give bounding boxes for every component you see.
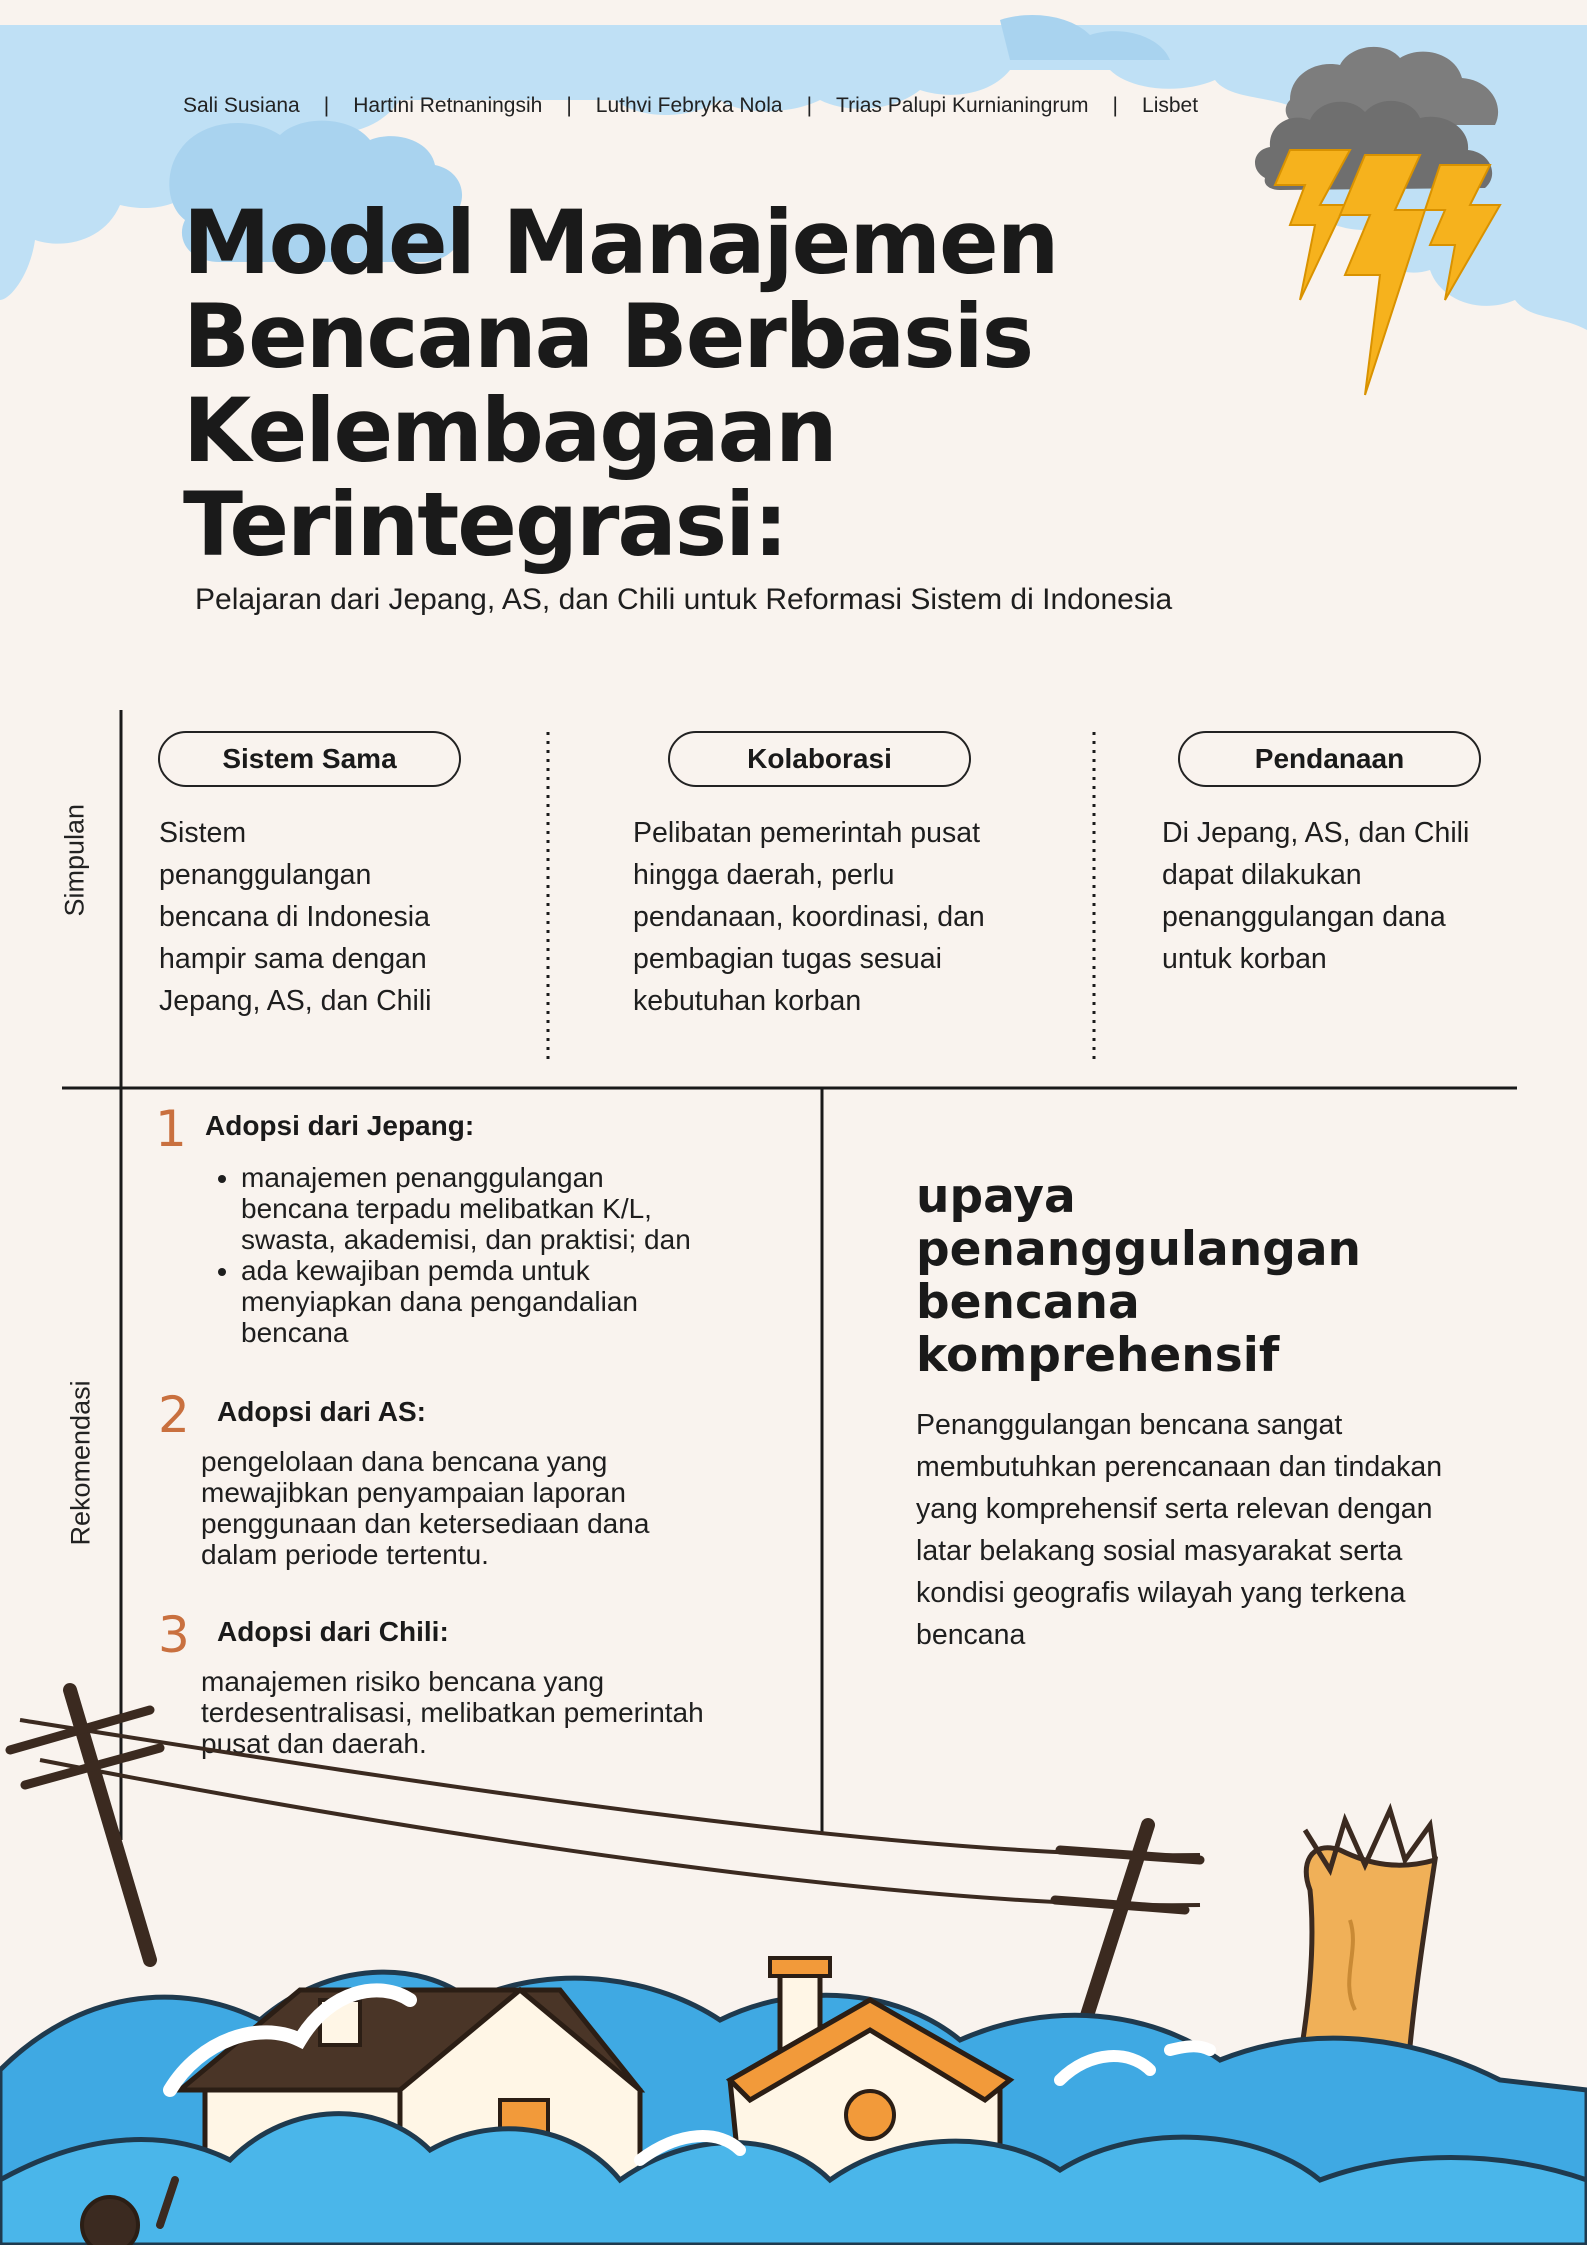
text-line: dalam periode tertentu. — [201, 1539, 489, 1570]
simpulan-text-kolaborasi — [633, 812, 1073, 1022]
text-line: bencana — [916, 1619, 1026, 1651]
simpulan-heading-kolaborasi: Kolaborasi — [668, 731, 971, 787]
page-subtitle: Pelajaran dari Jepang, AS, dan Chili untuk Reformasi Sistem di Indonesia — [195, 583, 1173, 616]
text-line: swasta, akademisi, dan praktisi; dan — [241, 1224, 691, 1255]
recommendation-heading: Adopsi dari Chili: — [217, 1616, 449, 1647]
text-line: bencana — [241, 1317, 349, 1348]
text-line: bencana di Indonesia — [159, 901, 430, 933]
heading-line: upaya — [916, 1169, 1076, 1224]
title-line: Terintegrasi: — [183, 473, 787, 576]
text-line: pembagian tugas sesuai — [633, 943, 942, 975]
section-label-simpulan: Simpulan — [59, 803, 90, 917]
text-line: pusat dan daerah. — [201, 1728, 427, 1759]
text-line: dapat dilakukan — [1162, 859, 1362, 891]
title-line: Bencana Berbasis — [183, 285, 1033, 388]
recommendation-number: 3 — [158, 1606, 190, 1664]
text-line: penanggulangan — [159, 859, 372, 891]
text-line: Di Jepang, AS, dan Chili — [1162, 817, 1470, 849]
heading-line: komprehensif — [916, 1328, 1280, 1383]
text-line: • manajemen penanggulangan — [241, 1162, 604, 1193]
text-line: mewajibkan penyampaian laporan — [201, 1477, 626, 1508]
recommendation-text — [201, 1446, 801, 1570]
author-separator: | — [323, 94, 330, 117]
list-item — [241, 1255, 841, 1348]
upaya-text — [916, 1404, 1516, 1656]
text-line: hingga daerah, perlu — [633, 859, 895, 891]
simpulan-text-pendanaan — [1162, 812, 1562, 980]
title-line: Model Manajemen — [183, 191, 1058, 294]
heading-line: penanggulangan — [916, 1222, 1362, 1277]
text-line: pendanaan, koordinasi, dan — [633, 901, 985, 933]
recommendation-number: 2 — [158, 1386, 190, 1444]
flood-illustration — [0, 1660, 1587, 2245]
utility-pole-icon — [10, 1690, 160, 1960]
text-line: latar belakang sosial masyarakat serta — [916, 1535, 1403, 1567]
list-item — [241, 1162, 841, 1255]
text-line: membutuhkan perencanaan dan tindakan — [916, 1451, 1443, 1483]
author-name: Sali Susiana — [183, 94, 300, 117]
simpulan-heading-pendanaan: Pendanaan — [1178, 731, 1481, 787]
text-line: manajemen risiko bencana yang — [201, 1666, 605, 1697]
recommendation-heading: Adopsi dari Jepang: — [205, 1110, 475, 1141]
text-line: pengelolaan dana bencana yang — [201, 1446, 608, 1477]
author-name: Lisbet — [1142, 94, 1199, 117]
text-line: kondisi geografis wilayah yang terkena — [916, 1577, 1406, 1609]
text-line: yang komprehensif serta relevan dengan — [916, 1493, 1433, 1525]
text-line: bencana terpadu melibatkan K/L, — [241, 1193, 652, 1224]
text-line: Sistem — [159, 817, 247, 849]
text-line: menyiapkan dana pengandalian — [241, 1286, 638, 1317]
author-separator: | — [806, 94, 813, 117]
author-name: Trias Palupi Kurnianingrum — [836, 94, 1089, 117]
text-line: hampir sama dengan — [159, 943, 427, 975]
text-line: Penanggulangan bencana sangat — [916, 1409, 1343, 1441]
text-line: terdesentralisasi, melibatkan pemerintah — [201, 1697, 704, 1728]
upaya-heading — [916, 1170, 1516, 1382]
text-line: penggunaan dan ketersediaan dana — [201, 1508, 650, 1539]
recommendation-bullet-list — [207, 1162, 841, 1348]
section-label-rekomendasi: Rekomendasi — [65, 1380, 96, 1546]
text-line: Pelibatan pemerintah pusat — [633, 817, 980, 849]
simpulan-text-sistem-sama — [159, 812, 539, 1022]
heading-line: bencana — [916, 1275, 1140, 1330]
text-line: penanggulangan dana — [1162, 901, 1446, 933]
author-name: Luthvi Febryka Nola — [595, 94, 783, 117]
text-line: untuk korban — [1162, 943, 1327, 975]
title-line: Kelembagaan — [183, 379, 836, 482]
text-line: Jepang, AS, dan Chili — [159, 985, 432, 1017]
author-separator: | — [566, 94, 572, 117]
simpulan-heading-sistem-sama: Sistem Sama — [158, 731, 461, 787]
text-line: • ada kewajiban pemda untuk — [241, 1255, 590, 1286]
recommendation-heading: Adopsi dari AS: — [217, 1396, 426, 1427]
author-separator: | — [1112, 94, 1119, 117]
recommendation-number: 1 — [155, 1100, 187, 1158]
author-name: Hartini Retnaningsih — [353, 94, 543, 117]
text-line: kebutuhan korban — [633, 985, 862, 1017]
